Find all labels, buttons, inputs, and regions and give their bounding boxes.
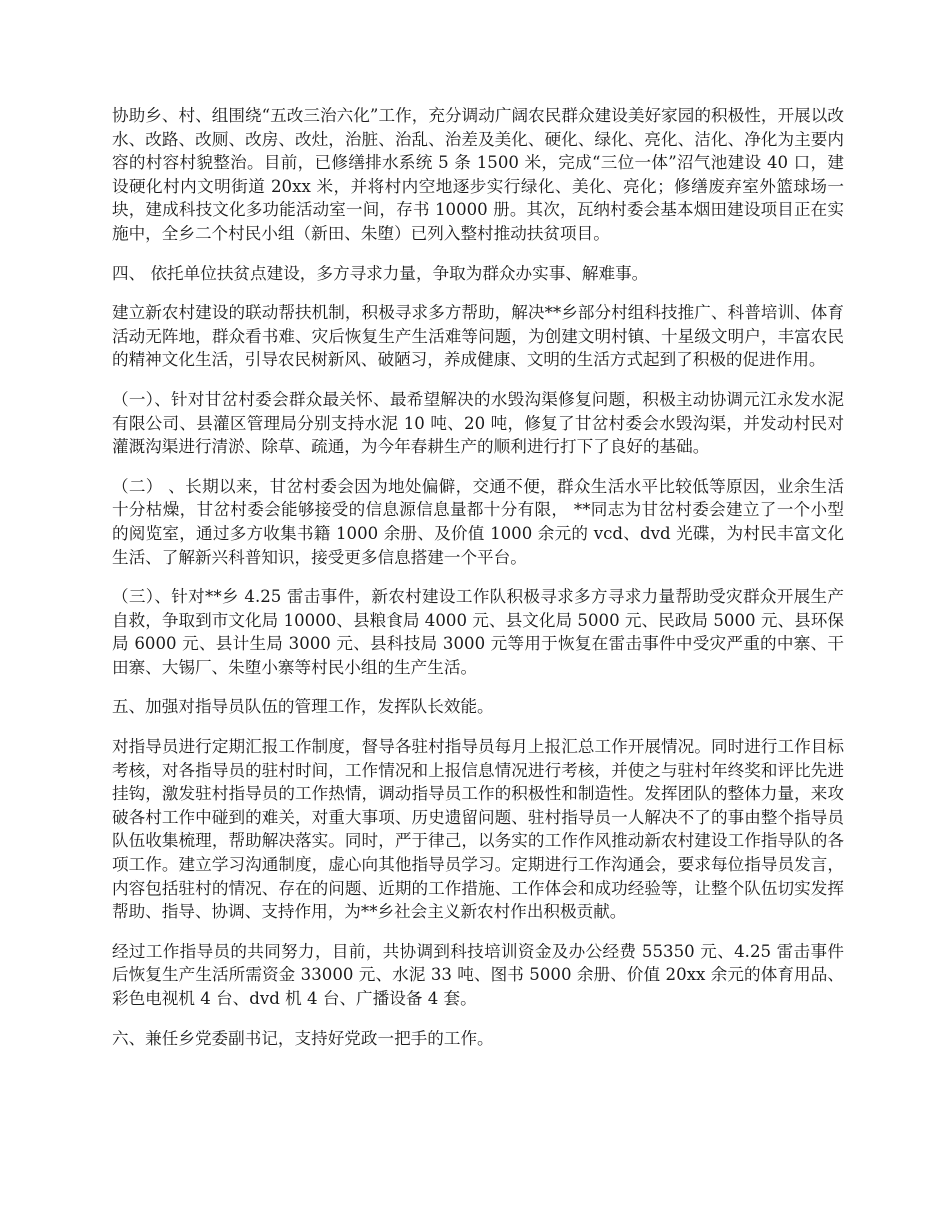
paragraph-instructor-management: 对指导员进行定期汇报工作制度，督导各驻村指导员每月上报汇总工作开展情况。同时进行工作目标考核，对各指导员的驻村时间，工作情况和上报信息情况进行考核，并使之与驻村年终奖和评比先进挂钩，激发驻村指导员的工作热情，调动指导员工作的积极性和制造性。发挥团队的整体力量，来攻破各村工作中碰到的难关，对重大事项、历史遗留问题、驻村指导员一人解决不了的事由整个指导员队伍收集梳理，帮助解决落实。同时，严于律己，以务实的工作作风推动新农村建设工作指导队的各项工作。建立学习沟通制度，虚心向其他指导员学习。定期进行工作沟通会，要求每位指导员发言，内容包括驻村的情况、存在的问题、近期的工作措施、工作体会和成功经验等，让整个队伍切实发挥帮助、指导、协调、支持作用，为**乡社会主义新农村作出积极贡献。 — [112, 737, 844, 922]
section-heading-five: 五、加强对指导员队伍的管理工作，发挥队长效能。 — [112, 697, 494, 717]
paragraph-item-two: （二） 、长期以来，甘岔村委会因为地处偏僻，交通不便，群众生活水平比较低等原因，业余生活十分枯燥，甘岔村委会能够接受的信息源信息量都十分有限， **同志为甘岔村委会建立了一个小型的阅览室，通过多方收集书籍 1000 余册、及价值 1000 余元的 vcd、dvd 光碟，为村民丰富文化生活、了解新兴科普知识，接受更多信息搭建一个平台。 — [112, 476, 844, 567]
paragraph-results-summary: 经过工作指导员的共同努力，目前，共协调到科技培训资金及办公经费 55350 元、4.25 雷击事件后恢复生产生活所需资金 33000 元、水泥 33 吨、图书 5000 余册、价值 20xx 余元的体育用品、彩色电视机 4 台、dvd 机 4 台、广播设备 4 套。 — [112, 941, 844, 1008]
paragraph-village-renovation: 协助乡、村、组围绕“五改三治六化”工作，充分调动广阔农民群众建设美好家园的积极性，开展以改水、改路、改厕、改房、改灶，治脏、治乱、治差及美化、硬化、绿化、亮化、洁化、净化为主要内容的村容村貌整治。目前，已修缮排水系统 5 条 1500 米，完成“三位一体”沼气池建设 40 口，建设硬化村内文明街道 20xx 米，并将村内空地逐步实行绿化、美化、亮化；修缮废弃室外篮球场一块，建成科技文化多功能活动室一间，存书 10000 册。其次，瓦纳村委会基本烟田建设项目正在实施中，全乡二个村民小组（新田、朱堕）已列入整村推动扶贫项目。 — [112, 106, 844, 243]
paragraph-item-three: （三）、针对**乡 4.25 雷击事件，新农村建设工作队积极寻求多方寻求力量帮助受灾群众开展生产自救，争取到市文化局 10000、县粮食局 4000 元、县文化局 5000 元、民政局 5000 元、县环保局 6000 元、县计生局 3000 元、县科技局 3000 元等用于恢复在雷击事件中受灾严重的中寨、干田寨、大锡厂、朱堕小寨等村民小组的生产生活。 — [112, 587, 844, 677]
document-body — [112, 104, 844, 1066]
section-heading-four: 四、 依托单位扶贫点建设，多方寻求力量，争取为群众办实事、解难事。 — [112, 263, 649, 283]
section-heading-six: 六、兼任乡党委副书记，支持好党政一把手的工作。 — [112, 1028, 494, 1048]
paragraph-item-one: （一）、针对甘岔村委会群众最关怀、最希望解决的水毁沟渠修复问题，积极主动协调元江永发水泥有限公司、县灌区管理局分别支持水泥 10 吨、20 吨，修复了甘岔村委会水毁沟渠，并发动村民对灌溉沟渠进行清淤、除草、疏通，为今年春耕生产的顺利进行打下了良好的基础。 — [112, 389, 844, 457]
paragraph-linkage-mechanism: 建立新农村建设的联动帮扶机制，积极寻求多方帮助，解决**乡部分村组科技推广、科普培训、体育活动无阵地，群众看书难、灾后恢复生产生活难等问题，为创建文明村镇、十星级文明户，丰富农民的精神文化生活，引导农民树新风、破陋习，养成健康、文明的生活方式起到了积极的促进作用。 — [112, 303, 844, 370]
